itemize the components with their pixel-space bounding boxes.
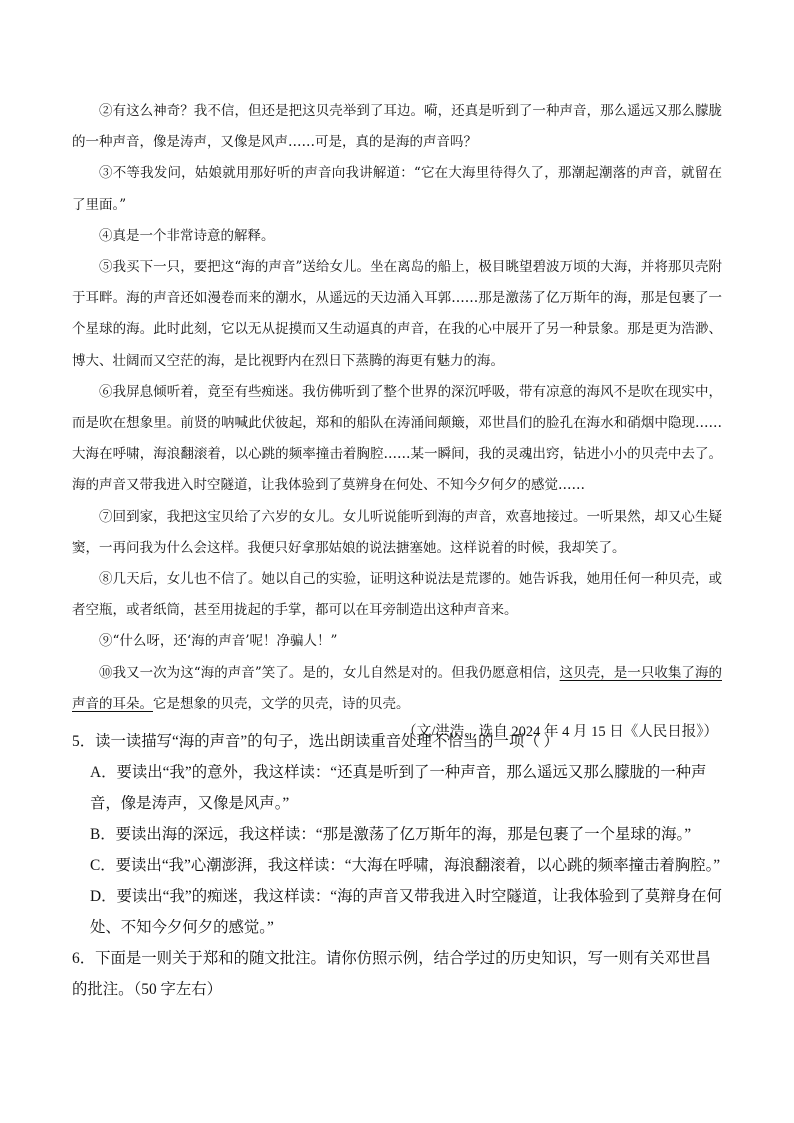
question-5-option-b: B．要读出海的深远，我这样读：“那是激荡了亿万斯年的海，那是包裹了一个星球的海。” [90,826,692,843]
paragraph-8: ⑧几天后，女儿也不信了。她以自己的实验，证明这种说法是荒谬的。她告诉我，她用任何一种贝壳，或者空瓶，或者纸筒，甚至用拢起的手掌，都可以在耳旁制造出这种声音来。 [72,571,722,619]
source-citation: （文/洪浩。选自 2024 年 4 月 15 日《人民日报》） [402,724,718,740]
paragraph-10-before: ⑩我又一次为这“海的声音”笑了。是的，女儿自然是对的。但我仍愿意相信， [99,664,560,681]
paragraph-7: ⑦回到家，我把这宝贝给了六岁的女儿。女儿听说能听到海的声音，欢喜地接过。一听果然，却又心生疑窦，一再问我为什么会这样。我便只好拿那姑娘的说法搪塞她。这样说着的时候，我却笑了。 [72,508,722,556]
reading-passage [72,96,722,720]
questions-section [72,726,724,1005]
paragraph-9: ⑨“什么呀，还‘海的声音’呢！净骗人！” [99,633,338,650]
underlined-sentence: 这贝壳，是一只收集了海的声音的耳朵。 [72,664,722,712]
paragraph-4: ④真是一个非常诗意的解释。 [99,227,275,244]
question-5-option-c: C．要读出“我”心潮澎湃，我这样读：“大海在呼啸，海浪翻滚着，以心跳的频率撞击着胸腔。” [90,857,721,874]
question-5 [72,726,724,943]
question-6 [72,943,724,1005]
paragraph-2: ②有这么神奇？我不信，但还是把这贝壳举到了耳边。嗬，还真是听到了一种声音，那么遥远又那么朦胧的一种声音，像是涛声，又像是风声……可是，真的是海的声音吗？ [72,103,722,151]
question-5-stem: 5．读一读描写“海的声音”的句子，选出朗读重音处理不恰当的一项（ ） [72,733,559,750]
question-6-stem: 6．下面是一则关于郑和的随文批注。请你仿照示例，结合学过的历史知识，写一则有关邓世昌的批注。（50 字左右） [72,950,711,998]
question-5-option-d: D．要读出“我”的痴迷，我这样读：“海的声音又带我进入时空隧道，让我体验到了莫辩身在何处、不知今夕何夕的感觉。” [90,888,722,936]
paragraph-5: ⑤我买下一只，要把这“海的声音”送给女儿。坐在离岛的船上，极目眺望碧波万顷的大海，并将那贝壳附于耳畔。海的声音还如漫卷而来的潮水，从遥远的天边涌入耳郭……那是激荡了亿万斯年的海，那是包裹了一个星球的海。此时此刻，它以无从捉摸而又生动逼真的声音，在我的心中展开了另一种景象。那是更为浩渺、博大、壮阔而又空茫的海，是比视野内在烈日下蒸腾的海更有魅力的海。 [72,259,722,369]
question-5-option-a: A．要读出“我”的意外，我这样读：“还真是听到了一种声音，那么遥远又那么朦胧的一种声音，像是涛声，又像是风声。” [90,764,707,812]
paragraph-10 [72,658,722,720]
paragraph-6: ⑥我屏息倾听着，竟至有些痴迷。我仿佛听到了整个世界的深沉呼吸，带有凉意的海风不是吹在现实中，而是吹在想象里。前贤的呐喊此伏彼起，郑和的船队在涛涌间颠簸，邓世昌们的脸孔在海水和硝烟中隐现……大海在呼啸，海浪翻滚着，以心跳的频率撞击着胸腔……某一瞬间，我的灵魂出窍，钻进小小的贝壳中去了。海的声音又带我进入时空隧道，让我体验到了莫辨身在何处、不知今夕何夕的感觉…… [72,383,722,494]
paragraph-10-after: 它是想象的贝壳，文学的贝壳，诗的贝壳。 [153,695,410,712]
paragraph-3: ③不等我发问，姑娘就用那好听的声音向我讲解道：“它在大海里待得久了，那潮起潮落的声音，就留在了里面。” [72,165,722,213]
